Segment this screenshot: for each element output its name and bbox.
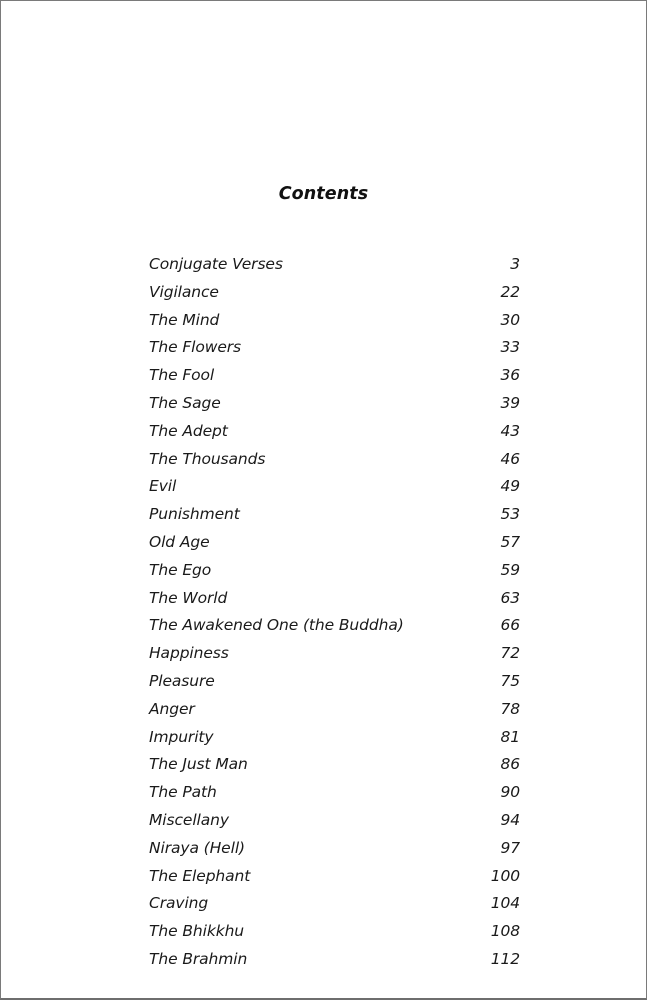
toc-entry-title: The Ego xyxy=(149,560,212,579)
toc-entry xyxy=(149,751,521,779)
toc-entry xyxy=(149,668,521,696)
toc-entry-title: Miscellany xyxy=(149,810,229,829)
toc-entry-page: 57 xyxy=(500,532,520,551)
toc-entry-page: 90 xyxy=(500,783,520,802)
toc-entry-title: The Fool xyxy=(149,366,215,385)
toc-entry-title: The Just Man xyxy=(149,755,248,774)
toc-entry-title: The World xyxy=(149,588,228,607)
toc-entry xyxy=(149,807,521,835)
contents-heading: Contents xyxy=(278,184,369,204)
toc-entry xyxy=(149,473,521,501)
toc-entry-title: The Bhikkhu xyxy=(149,922,245,941)
toc-entry-title: Vigilance xyxy=(149,282,219,301)
toc-entry-page: 97 xyxy=(500,838,520,857)
toc-entry-page: 81 xyxy=(500,727,520,746)
toc-entry-title: The Sage xyxy=(149,393,221,412)
toc-entry-page: 46 xyxy=(500,449,520,468)
toc-entry xyxy=(149,640,521,668)
toc-entry-title: Pleasure xyxy=(149,671,215,690)
toc-entry xyxy=(149,724,521,752)
toc-entry-page: 66 xyxy=(500,616,520,635)
toc-entry-page: 86 xyxy=(500,755,520,774)
toc-entry-title: The Thousands xyxy=(149,449,266,468)
toc-entry-title: The Elephant xyxy=(149,866,251,885)
table-of-contents xyxy=(149,251,521,974)
toc-entry-title: Craving xyxy=(149,894,209,913)
toc-entry xyxy=(149,918,521,946)
toc-entry-page: 104 xyxy=(490,894,520,913)
toc-entry xyxy=(149,529,521,557)
toc-entry xyxy=(149,251,521,279)
toc-entry-title: Niraya (Hell) xyxy=(149,838,245,857)
toc-entry xyxy=(149,585,521,613)
toc-entry-title: Evil xyxy=(149,477,177,496)
toc-entry xyxy=(149,863,521,891)
toc-entry-title: Conjugate Verses xyxy=(149,255,283,273)
toc-entry-page: 22 xyxy=(500,282,520,301)
toc-entry xyxy=(149,612,521,640)
toc-entry-page: 94 xyxy=(500,810,520,829)
toc-entry-page: 72 xyxy=(500,644,520,663)
toc-entry-title: Impurity xyxy=(149,727,214,746)
toc-entry-title: Punishment xyxy=(149,505,240,524)
toc-entry xyxy=(149,501,521,529)
toc-entry-title: Old Age xyxy=(149,532,210,551)
toc-entry-page: 63 xyxy=(500,588,520,607)
toc-entry xyxy=(149,946,521,974)
toc-entry-page: 39 xyxy=(500,393,520,412)
toc-entry-title: Anger xyxy=(149,699,195,718)
toc-entry-page: 36 xyxy=(500,366,520,385)
toc-entry-title: The Awakened One (the Buddha) xyxy=(149,616,404,635)
toc-entry xyxy=(149,390,521,418)
toc-entry xyxy=(149,418,521,446)
toc-entry-page: 30 xyxy=(500,310,520,329)
toc-entry xyxy=(149,307,521,335)
toc-entry-title: The Flowers xyxy=(149,338,242,357)
toc-entry xyxy=(149,362,521,390)
toc-entry xyxy=(149,446,521,474)
toc-entry-title: The Mind xyxy=(149,310,220,329)
toc-entry-page: 49 xyxy=(500,477,520,496)
toc-entry xyxy=(149,279,521,307)
toc-entry-page: 43 xyxy=(500,421,520,440)
toc-entry-title: The Path xyxy=(149,783,217,802)
toc-entry xyxy=(149,835,521,863)
toc-entry-page: 59 xyxy=(500,560,520,579)
toc-entry-page: 100 xyxy=(490,866,520,885)
toc-entry-title: Happiness xyxy=(149,644,229,663)
toc-entry-page: 33 xyxy=(500,338,520,357)
toc-entry-page: 53 xyxy=(500,505,520,524)
toc-entry xyxy=(149,779,521,807)
toc-entry-page: 78 xyxy=(500,699,520,718)
toc-entry-page: 108 xyxy=(490,922,520,941)
toc-entry-title: The Brahmin xyxy=(149,949,248,968)
toc-entry-page: 112 xyxy=(490,949,520,968)
toc-entry-page: 3 xyxy=(510,255,520,273)
toc-entry xyxy=(149,557,521,585)
toc-entry xyxy=(149,334,521,362)
toc-entry xyxy=(149,890,521,918)
toc-entry-page: 75 xyxy=(500,671,520,690)
toc-entry xyxy=(149,696,521,724)
toc-entry-title: The Adept xyxy=(149,421,228,440)
